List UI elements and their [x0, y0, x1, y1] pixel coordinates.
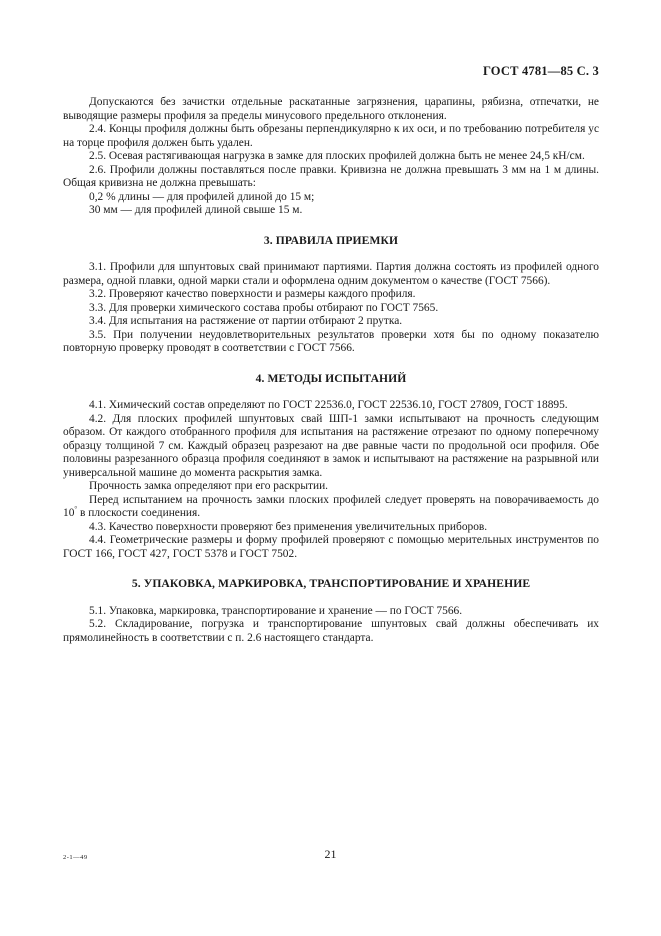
paragraph: 4.3. Качество поверхности проверяют без применения увеличительных приборов. — [89, 520, 488, 533]
paragraph: 0,2 % длины — для профилей длиной до 15 м; — [89, 190, 315, 203]
paragraph: 4.1. Химический состав определяют по ГОСТ 22536.0, ГОСТ 22536.10, ГОСТ 27809, ГОСТ 18895. — [89, 399, 568, 411]
section-3 — [63, 261, 599, 356]
paragraph: 3.3. Для проверки химического состава пробы отбирают по ГОСТ 7565. — [89, 301, 439, 314]
paragraph: 2.4. Концы профиля должны быть обрезаны перпендикулярно к их оси, и по требованию потребителя ус на торце профиля должен быть удален. — [63, 123, 599, 149]
paragraph: 2.5. Осевая растягивающая нагрузка в замке для плоских профилей должна быть не менее 24,5 кН/см. — [89, 150, 585, 162]
document-body — [63, 96, 599, 645]
section-5 — [63, 605, 599, 646]
section-heading: 5. УПАКОВКА, МАРКИРОВКА, ТРАНСПОРТИРОВАНИЕ И ХРАНЕНИЕ — [131, 577, 531, 590]
paragraph: 30 мм — для профилей длиной свыше 15 м. — [89, 204, 303, 216]
print-code: 2-1—49 — [63, 854, 88, 861]
section-4 — [63, 399, 599, 561]
paragraph: 5.1. Упаковка, маркировка, транспортирование и хранение — по ГОСТ 7566. — [89, 604, 463, 617]
paragraph: Допускаются без зачистки отдельные раскатанные загрязнения, царапины, рябизна, отпечатки, не выводящие размеры профиля за пределы минусового предельного отклонения. — [63, 96, 599, 122]
section-heading: 4. МЕТОДЫ ИСПЫТАНИЙ — [255, 371, 407, 385]
paragraph: 2.6. Профили должны поставляться после правки. Кривизна не должна превышать 3 мм на 1 м длины. Общая кривизна не должна превышать: — [63, 163, 599, 189]
degree-sign: ° — [74, 505, 78, 514]
text-span: в плоскости соединения. — [77, 507, 201, 519]
section-heading: 3. ПРАВИЛА ПРИЕМКИ — [263, 233, 399, 247]
paragraph: 3.1. Профили для шпунтовых свай принимают партиями. Партия должна состоять из профилей одного размера, одной плавки, одной марки стали и оформлена одним документом о качестве (ГОСТ 7566). — [63, 261, 599, 287]
paragraph — [63, 494, 599, 521]
paragraph: 3.5. При получении неудовлетворительных результатов проверки хотя бы по одному показателю повторную проверку проводят в соответствии с ГОСТ 7566. — [63, 328, 599, 354]
section-2-continued — [63, 96, 599, 218]
paragraph: 3.2. Проверяют качество поверхности и размеры каждого профиля. — [89, 288, 416, 300]
page-header: ГОСТ 4781—85 С. 3 — [482, 64, 599, 78]
text-span: Перед испытанием на прочность замки плоских профилей следует проверять на поворачиваемость до 10 — [63, 493, 599, 519]
paragraph: 4.4. Геометрические размеры и форму профилей проверяют с помощью мерительных инструментов по ГОСТ 166, ГОСТ 427, ГОСТ 5378 и ГОСТ 7502. — [63, 534, 599, 560]
paragraph: 5.2. Складирование, погрузка и транспортирование шпунтовых свай должны обеспечивать их прямолинейность в соответствии с п. 2.6 настоящего стандарта. — [63, 618, 599, 644]
paragraph: Прочность замка определяют при его раскрытии. — [89, 480, 329, 492]
page-number: 21 — [324, 847, 337, 861]
paragraph: 4.2. Для плоских профилей шпунтовых свай ШП-1 замки испытывают на прочность следующим образом. От каждого отобранного профиля для испытания на растяжение отрезают по одному поперечному образцу толщиной 7 см. Каждый образец разрезают на две равные части по продольной оси профиля. Обе половины разрезанного образца профиля соединяют в замок и испытывают на растяжение на разрывной или универсальной машине до момента раскрытия замка. — [63, 412, 599, 479]
paragraph: 3.4. Для испытания на растяжение от партии отбирают 2 прутка. — [89, 315, 403, 327]
